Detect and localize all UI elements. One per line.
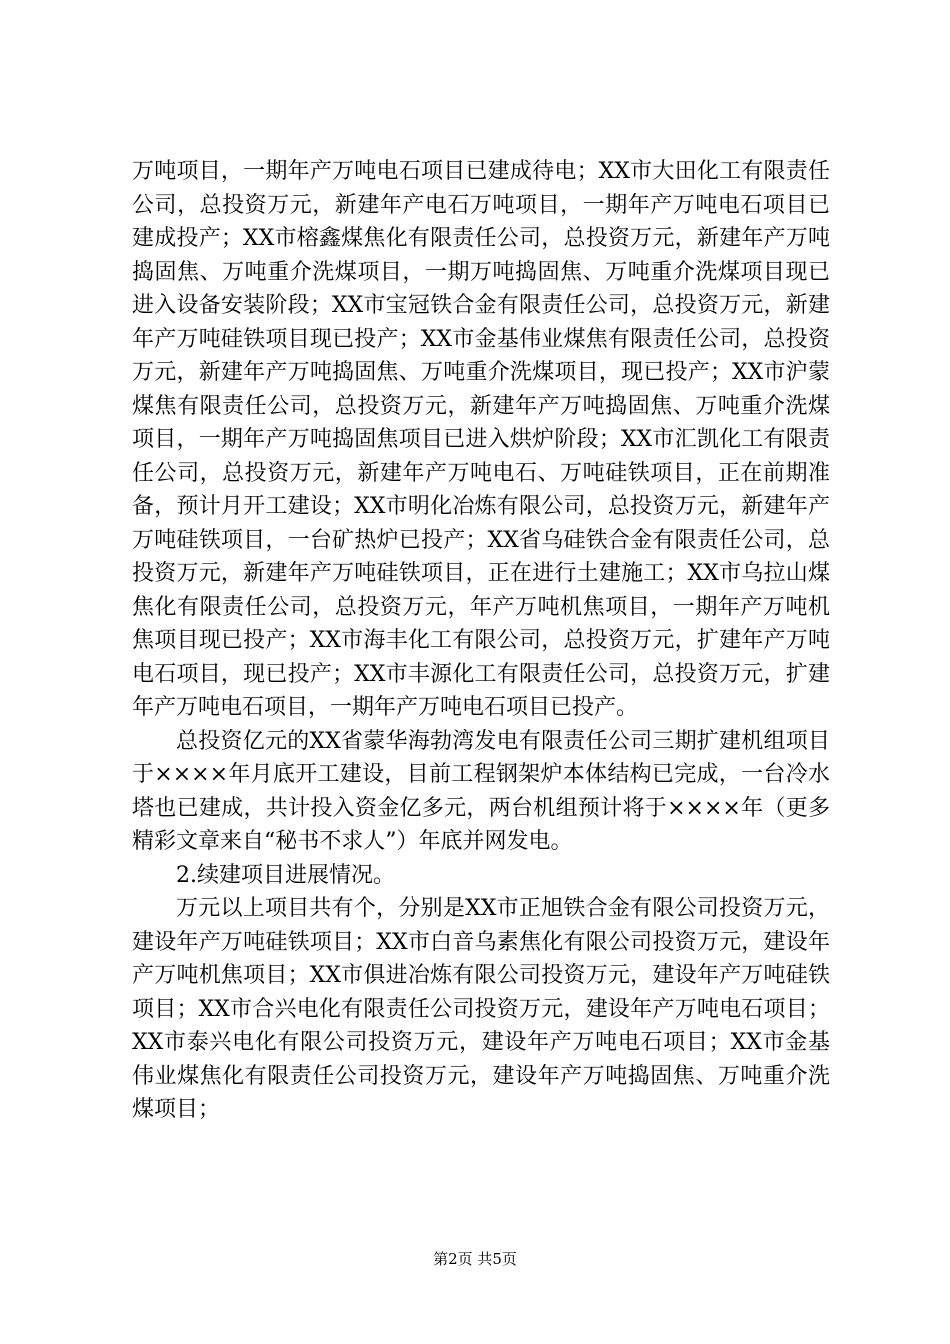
document-body xyxy=(132,155,830,1127)
section-heading-continued-projects: 2.续建项目进展情况。 xyxy=(176,862,395,888)
paragraph-power-plant: 总投资亿元的XX省蒙华海勃湾发电有限责任公司三期扩建机组项目于××××年月底开工建设，目前工程钢架炉本体结构已完成，一台冷水塔也已建成，共计投入资金亿多元，两台机组预计将于××××年（更多精彩文章来自“秘书不求人”）年底并网发电。 xyxy=(132,728,830,854)
paragraph-continued-projects: 万元以上项目共有个，分别是XX市正旭铁合金有限公司投资万元，建设年产万吨硅铁项目；XX市白音乌素焦化有限公司投资万元，建设年产万吨机焦项目；XX市俱进冶炼有限公司投资万元，建设年产万吨硅铁项目；XX市合兴电化有限责任公司投资万元，建设年产万吨电石项目；XX市泰兴电化有限公司投资万元，建设年产万吨电石项目；XX市金基伟业煤焦化有限责任公司投资万元，建设年产万吨捣固焦、万吨重介洗煤项目； xyxy=(132,896,830,1122)
paragraph-project-list: 万吨项目，一期年产万吨电石项目已建成待电；XX市大田化工有限责任公司，总投资万元，新建年产电石万吨项目，一期年产万吨电石项目已建成投产；XX市榕鑫煤焦化有限责任公司，总投资万元，新建年产万吨捣固焦、万吨重介洗煤项目，一期万吨捣固焦、万吨重介洗煤项目现已进入设备安装阶段；XX市宝冠铁合金有限责任公司，总投资万元，新建年产万吨硅铁项目现已投产；XX市金基伟业煤焦有限责任公司，总投资万元，新建年产万吨捣固焦、万吨重介洗煤项目，现已投产；XX市沪蒙煤焦有限责任公司，总投资万元，新建年产万吨捣固焦、万吨重介洗煤项目，一期年产万吨捣固焦项目已进入烘炉阶段；XX市汇凯化工有限责任公司，总投资万元，新建年产万吨电石、万吨硅铁项目，正在前期准备，预计月开工建设；XX市明化冶炼有限公司，总投资万元，新建年产万吨硅铁项目，一台矿热炉已投产；XX省乌硅铁合金有限责任公司，总投资万元，新建年产万吨硅铁项目，正在进行土建施工；XX市乌拉山煤焦化有限责任公司，总投资万元，年产万吨机焦项目，一期年产万吨机焦项目现已投产；XX市海丰化工有限公司，总投资万元，扩建年产万吨电石项目，现已投产；XX市丰源化工有限责任公司，总投资万元，扩建年产万吨电石项目，一期年产万吨电石项目已投产。 xyxy=(132,159,830,720)
page-number-footer: 第2页 共5页 xyxy=(433,1250,517,1268)
